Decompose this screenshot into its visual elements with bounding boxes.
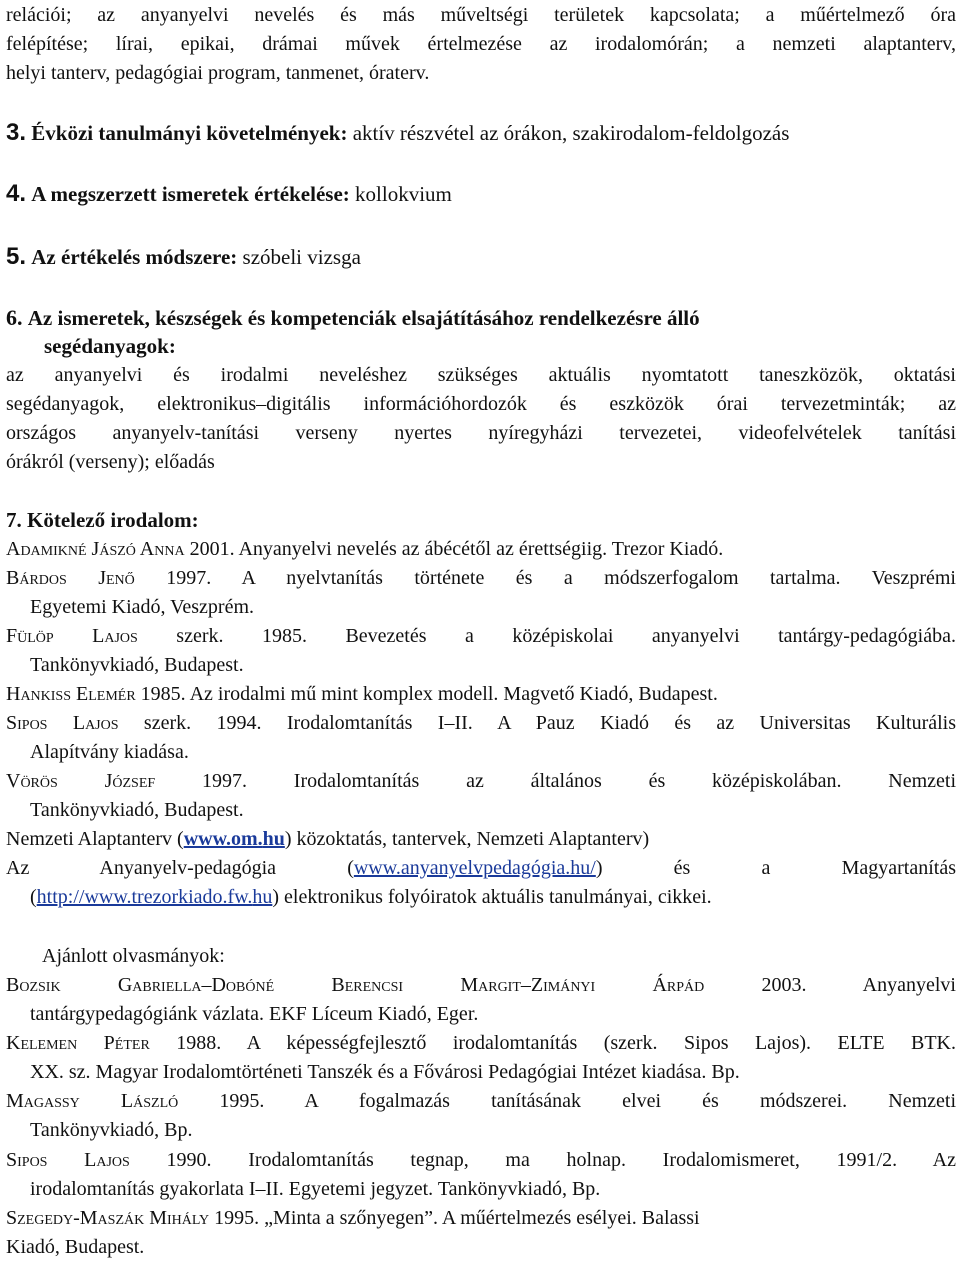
section-label: Kötelező irodalom: [27, 508, 199, 532]
reference-item [6, 766, 956, 796]
reference-cont: XX. sz. Magyar Irodalomtörténeti Tanszék és a Fővárosi Pedagógiai Intézet kiadása. Bp. [30, 1061, 740, 1083]
reference-text: ( [30, 886, 37, 908]
reference-text: 1990. Irodalomtanítás tegnap, ma holnap. Irodalomismeret, 1991/2. Az [129, 1149, 957, 1171]
section-number: 5. [6, 243, 27, 270]
reference-text: 1995. A fogalmazás tanításának elvei és módszerei. Nemzeti [178, 1090, 957, 1112]
reference-item [6, 563, 956, 593]
reference-text: Az Anyanyelv-pedagógia ( [6, 857, 354, 879]
reference-text: 1985. Az irodalmi mű mint komplex modell. Magvető Kiadó, Budapest. [135, 683, 718, 705]
reference-item [6, 534, 723, 564]
reference-cont: Tankönyvkiadó, Budapest. [30, 654, 244, 676]
reference-item [6, 679, 718, 709]
reference-cont: irodalomtanítás gyakorlata I–II. Egyetemi jegyzet. Tankönyvkiadó, Bp. [30, 1178, 601, 1200]
reference-cont: Tankönyvkiadó, Budapest. [30, 799, 244, 821]
reference-author: Kelemen Péter [6, 1032, 150, 1054]
reference-text: 1995. „Minta a szőnyegen”. A műértelmezés esélyei. Balassi [209, 1207, 700, 1229]
om-link-tld[interactable]: hu [262, 828, 285, 850]
reference-text: 1988. A képességfejlesztő irodalomtanítás (szerk. Sipos Lajos). ELTE BTK. [149, 1032, 956, 1054]
section-label: Az ismeretek, készségek és kompetenciák elsajátításához rendelkezésre álló [27, 306, 700, 330]
recommended-heading: Ajánlott olvasmányok: [42, 945, 225, 967]
reference-author: Hankiss Elemér [6, 683, 136, 705]
reference-text: Nemzeti Alaptanterv ( [6, 828, 184, 850]
section-value: kollokvium [355, 182, 452, 206]
reference-text: ) közoktatás, tantervek, Nemzeti Alaptanterv) [284, 828, 650, 850]
reference-author: Bozsik Gabriella–Dobóné Berencsi Margit–Zimányi Árpád [6, 974, 705, 996]
section-number: 4. [6, 180, 27, 207]
section-6-body: országos anyanyelv-tanítási verseny nyertes nyíregyházi tervezetei, videofelvételek tanítási [6, 422, 956, 444]
recommended-item [6, 970, 956, 1000]
reference-author: Sipos Lajos [6, 1149, 130, 1171]
section-7-heading [6, 505, 199, 535]
reference-text: 1997. A nyelvtanítás története és a módszerfogalom tartalma. Veszprémi [134, 567, 956, 589]
section-6-body: segédanyagok, elektronikus–digitális információhordozók és eszközök órai tervezetminták; az [6, 393, 956, 415]
section-4 [6, 177, 452, 211]
section-label-cont: segédanyagok: [44, 334, 176, 358]
reference-cont: Kiadó, Budapest. [6, 1236, 145, 1258]
reference-text: szerk. 1985. Bevezetés a középiskolai anyanyelvi tantárgy-pedagógiába. [137, 625, 956, 647]
reference-cont: Tankönyvkiadó, Bp. [30, 1119, 193, 1141]
reference-author: Fülöp Lajos [6, 625, 138, 647]
reference-item [6, 853, 956, 883]
reference-author: Szegedy-Maszák Mihály [6, 1207, 210, 1229]
reference-text: ) és a Magyartanítás [595, 857, 956, 879]
reference-text: 1997. Irodalomtanítás az általános és középiskolában. Nemzeti [155, 770, 956, 792]
section-6-body: órákról (verseny); előadás [6, 451, 215, 473]
reference-author: Magassy László [6, 1090, 179, 1112]
reference-item [6, 708, 956, 738]
section-number: 3. [6, 119, 27, 146]
section-number: 6. [6, 305, 23, 330]
reference-item [6, 621, 956, 651]
reference-item [6, 824, 649, 854]
section-label: Az értékelés módszere: [31, 245, 238, 269]
reference-cont: Alapítvány kiadása. [30, 741, 189, 763]
section-label: A megszerzett ismeretek értékelése: [31, 182, 350, 206]
section-value: szóbeli vizsga [242, 245, 361, 269]
reference-author: Vörös József [6, 770, 156, 792]
reference-author: Sipos Lajos [6, 712, 119, 734]
section-6-heading [6, 301, 700, 335]
section-5 [6, 240, 361, 274]
intro-line: felépítése; lírai, epikai, drámai művek értelmezése az irodalomórán; a nemzeti alaptanterv, [6, 33, 956, 55]
reference-cont [30, 882, 712, 912]
recommended-item [6, 1028, 956, 1058]
reference-text: ) elektronikus folyóiratok aktuális tanulmányai, cikkei. [272, 886, 712, 908]
reference-cont: Egyetemi Kiadó, Veszprém. [30, 596, 255, 618]
recommended-item [6, 1203, 700, 1233]
section-6-body: az anyanyelvi és irodalmi neveléshez szükséges aktuális nyomtatott taneszközök, oktatási [6, 364, 956, 386]
anyanyelvpedagogia-link[interactable]: www.anyanyelvpedagógia.hu/ [353, 857, 596, 879]
reference-text: 2001. Anyanyelvi nevelés az ábécétől az érettségiig. Trezor Kiadó. [184, 538, 724, 560]
reference-text: 2003. Anyanyelvi [704, 974, 956, 996]
section-3 [6, 116, 789, 150]
section-value: aktív részvétel az órákon, szakirodalom-feldolgozás [352, 121, 790, 145]
recommended-item [6, 1145, 956, 1175]
trezorkiado-link-tld[interactable]: hu [252, 886, 273, 908]
recommended-item [6, 1086, 956, 1116]
trezorkiado-link[interactable]: http://www.trezorkiado.fw. [36, 886, 253, 908]
intro-line: relációi; az anyanyelvi nevelés és más műveltségi területek kapcsolata; a műértelmező óra [6, 4, 956, 26]
section-number: 7. [6, 508, 22, 532]
reference-cont: tantárgypedagógiánk vázlata. EKF Líceum Kiadó, Eger. [30, 1003, 479, 1025]
intro-line: helyi tanterv, pedagógiai program, tanmenet, óraterv. [6, 62, 430, 84]
om-link[interactable]: www.om. [183, 828, 263, 850]
reference-author: Bárdos Jenő [6, 567, 135, 589]
section-label: Évközi tanulmányi követelmények: [31, 121, 348, 145]
reference-text: szerk. 1994. Irodalomtanítás I–II. A Pauz Kiadó és az Universitas Kulturális [118, 712, 956, 734]
reference-author: Adamikné Jászó Anna [6, 538, 185, 560]
